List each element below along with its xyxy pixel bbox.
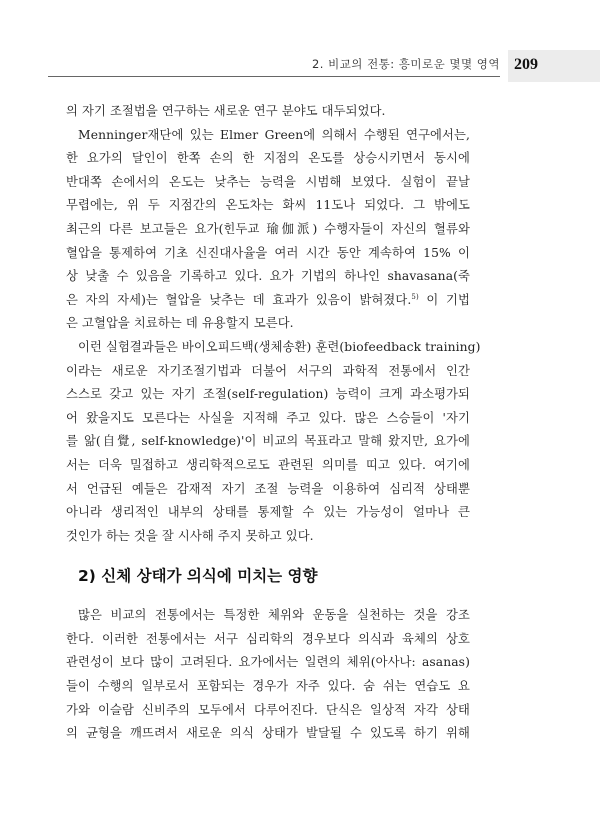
text-line: 한다. 이러한 전통에서는 서구 심리학의 경우보다 의식과 육체의 상호 (66, 631, 470, 646)
text-line: 최근의 다른 보고들은 요가(힌두교 瑜伽派) 수행자들이 자신의 혈류와 (66, 221, 470, 236)
text-segment: 은 자의 자세)는 혈압을 낮추는 데 효과가 있음이 밝혀졌다. (66, 292, 412, 307)
text-line: 상 낮출 수 있음을 기록하고 있다. 요가 기법의 하나인 shavasana(죽 (66, 269, 470, 284)
text-line: 많은 비교의 전통에서는 특정한 체위와 운동을 실천하는 것을 강조 (78, 608, 470, 623)
text-line: 들이 수행의 일부로서 포함되는 경우가 자주 있다. 숨 쉬는 연습도 요 (66, 679, 470, 694)
text-segment: 이 기법 (418, 292, 470, 307)
text-line: 이라는 새로운 자기조절기법과 더불어 서구의 과학적 전통에서 인간 (66, 363, 470, 378)
text-line: 무렵에는, 위 두 지점간의 온도차는 화씨 11도나 되었다. 그 밖에도 (66, 198, 470, 213)
running-title: 2. 비교의 전통: 흥미로운 몇몇 영역 (311, 57, 500, 71)
header-rule (48, 76, 500, 77)
text-line: 스스로 갖고 있는 자기 조절(self-regulation) 능력이 크게 과소평가되 (66, 387, 470, 402)
text-line: 를 앎(自覺, self-knowledge)'이 비교의 목표라고 말해 왔지만, 요가에 (66, 434, 470, 449)
text-line: 은 고혈압을 치료하는 데 유용할지 모른다. (66, 316, 294, 331)
text-line-with-footnote (66, 289, 470, 313)
text-line: 관련성이 보다 많이 고려된다. 요가에서는 일련의 체위(아사나: asanas) (66, 655, 470, 670)
text-line: 혈압을 통제하여 기초 신진대사율을 여러 시간 동안 계속하여 15% 이 (66, 245, 470, 260)
page-number: 209 (514, 56, 538, 73)
text-line: 한 요가의 달인이 한쪽 손의 한 지점의 온도를 상승시키면서 동시에 (66, 151, 470, 166)
text-line: 의 균형을 깨뜨려서 새로운 의식 상태가 발달될 수 있도록 하기 위해 (66, 726, 470, 741)
text-line: 서 언급된 예들은 감재적 자기 조절 능력을 이용하여 심리적 상태뿐 (66, 481, 470, 496)
footnote-reference: 5) (411, 292, 419, 301)
text-line: 이런 실험결과들은 바이오피드백(생체송환) 훈련(biofeedback training) (78, 339, 481, 354)
text-line: 가와 이슬람 신비주의 모두에서 다루어진다. 단식은 일상적 자각 상태 (66, 702, 470, 717)
text-line: 반대쪽 손에서의 온도는 낮추는 능력을 시범해 보였다. 실험이 끝날 (66, 174, 470, 189)
text-line: 것인가 하는 것을 잘 시사해 주지 못하고 있다. (66, 528, 314, 543)
text-line: Menninger재단에 있는 Elmer Green에 의해서 수행된 연구에서는, (78, 127, 470, 142)
text-line: 서는 더욱 밀접하고 생리학적으로도 관련된 의미를 띠고 있다. 여기에 (66, 457, 470, 472)
running-header (0, 50, 600, 82)
text-line: 의 자기 조절법을 연구하는 새로운 연구 분야도 대두되었다. (66, 104, 386, 118)
text-line: 어 왔을지도 모른다는 사실을 지적해 주고 있다. 많은 스승들이 '자기 (66, 410, 470, 425)
section-heading: 2) 신체 상태가 의식에 미치는 영향 (78, 567, 318, 586)
body-text (66, 100, 481, 746)
text-line: 아니라 생리적인 내부의 상태를 통제할 수 있는 가능성이 얼마나 큰 (66, 505, 470, 520)
